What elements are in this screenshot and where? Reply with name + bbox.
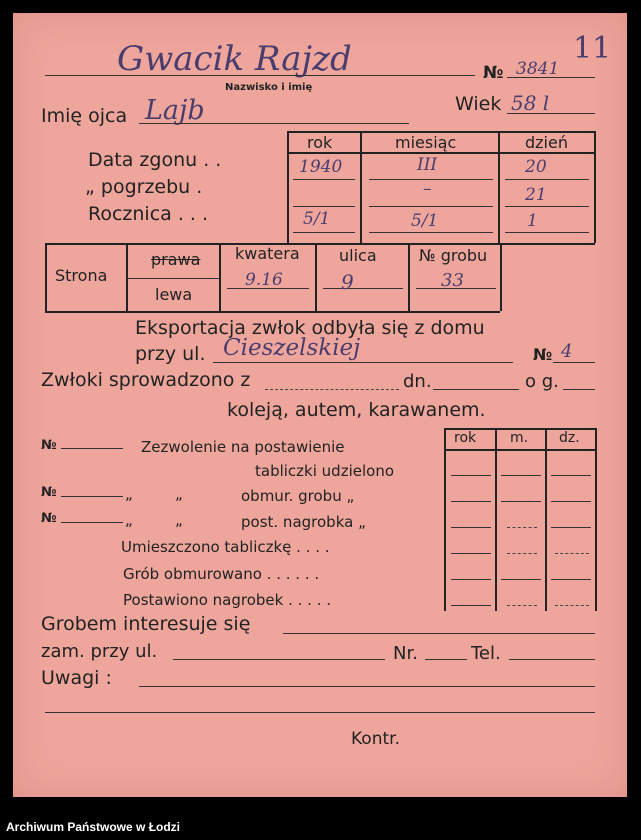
exportation-text: Eksportacja zwłok odbyła się z domu — [135, 317, 485, 339]
deceased-name-handwritten: Gwacik Rajzd — [117, 39, 352, 79]
grave-number-label: № grobu — [419, 246, 488, 265]
anniversary-label: Rocznica . . . — [88, 203, 209, 225]
dates-col-day: dzień — [525, 133, 568, 152]
permit-plaque-text: Zezwolenie na postawienie — [141, 438, 345, 456]
death-date-label: Data zgonu . . — [88, 149, 222, 171]
number-value: 3841 — [516, 59, 560, 79]
permit-tomb-ditto-1: „ — [125, 511, 133, 529]
number-line — [507, 77, 595, 78]
remarks-label: Uwagi : — [41, 667, 112, 689]
death-month: III — [417, 155, 438, 175]
archive-caption-bar — [0, 812, 641, 840]
dates-col-year: rok — [307, 133, 333, 152]
exportation-street-value: Cieszelskiej — [223, 335, 361, 361]
permit-tomb-ditto-2: „ — [175, 511, 183, 529]
burial-record-card — [13, 13, 627, 797]
grave-walled-label: Grób obmurowano . . . . . . — [123, 565, 320, 583]
control-label: Kontr. — [351, 729, 400, 749]
side-right-label: prawa — [151, 250, 201, 269]
side-label: Strona — [55, 266, 108, 285]
exportation-street-label: przy ul. — [135, 343, 206, 365]
permit-wall-ditto-1: „ — [125, 485, 133, 503]
name-caption: Nazwisko i imię — [225, 82, 313, 93]
interested-party-label: Grobem interesuje się — [41, 613, 251, 635]
interested-party-line — [283, 633, 595, 634]
father-name-label: Imię ojca — [41, 105, 128, 127]
permit-plaque-text-2: tabliczki udzielono — [255, 462, 394, 480]
quarter-label: kwatera — [235, 244, 300, 263]
burial-date-label: „ pogrzebu . — [85, 176, 203, 198]
death-year: 1940 — [299, 157, 343, 177]
permits-col-month: m. — [510, 430, 529, 446]
grave-number-value: 33 — [441, 270, 464, 291]
age-line — [507, 113, 595, 114]
anniversary-month: 5/1 — [411, 211, 439, 231]
side-left-label: lewa — [155, 285, 193, 304]
permit-wall-no-label: № — [41, 485, 57, 500]
archive-caption: Archiwum Państwowe w Łodzi — [6, 820, 181, 834]
age-label: Wiek — [455, 93, 502, 115]
permit-wall-text: obmur. grobu „ — [241, 487, 355, 505]
permit-tomb-text: post. nagrobka „ — [241, 513, 366, 531]
number-label: № — [483, 63, 504, 83]
street-label: ulica — [339, 246, 377, 265]
address-number-label: Nr. — [393, 643, 418, 664]
exportation-street-line — [213, 362, 513, 363]
anniversary-day: 1 — [527, 211, 538, 231]
brought-hour-label: o g. — [525, 371, 559, 392]
exportation-no-line — [553, 362, 595, 363]
anniversary-year: 5/1 — [303, 209, 331, 229]
exportation-no-label: № — [533, 345, 553, 364]
plaque-placed-label: Umieszczono tabliczkę . . . . — [121, 538, 330, 556]
father-name-value: Lajb — [145, 95, 205, 126]
permit-plaque-no-label: № — [41, 438, 57, 453]
exportation-no-value: 4 — [561, 341, 573, 362]
permit-wall-ditto-2: „ — [175, 485, 183, 503]
address-label: zam. przy ul. — [41, 641, 158, 662]
street-value: 9 — [341, 270, 354, 294]
phone-label: Tel. — [471, 643, 501, 664]
death-day: 20 — [525, 157, 547, 177]
brought-from-label: Zwłoki sprowadzono z — [41, 369, 251, 391]
name-line — [45, 75, 475, 76]
corner-number: 11 — [573, 31, 612, 66]
permits-col-day: dz. — [559, 430, 580, 446]
permits-col-year: rok — [454, 430, 477, 446]
dates-col-month: miesiąc — [395, 133, 457, 152]
quarter-value: 9.16 — [245, 270, 283, 290]
burial-day: 21 — [525, 185, 547, 205]
father-name-line — [139, 123, 409, 124]
transport-options: koleją, autem, karawanem. — [227, 399, 486, 421]
brought-date-label: dn. — [403, 371, 432, 392]
permit-tomb-no-label: № — [41, 511, 57, 526]
tombstone-placed-label: Postawiono nagrobek . . . . . — [123, 591, 331, 609]
burial-month: – — [423, 179, 432, 199]
age-value: 58 l — [511, 91, 550, 115]
